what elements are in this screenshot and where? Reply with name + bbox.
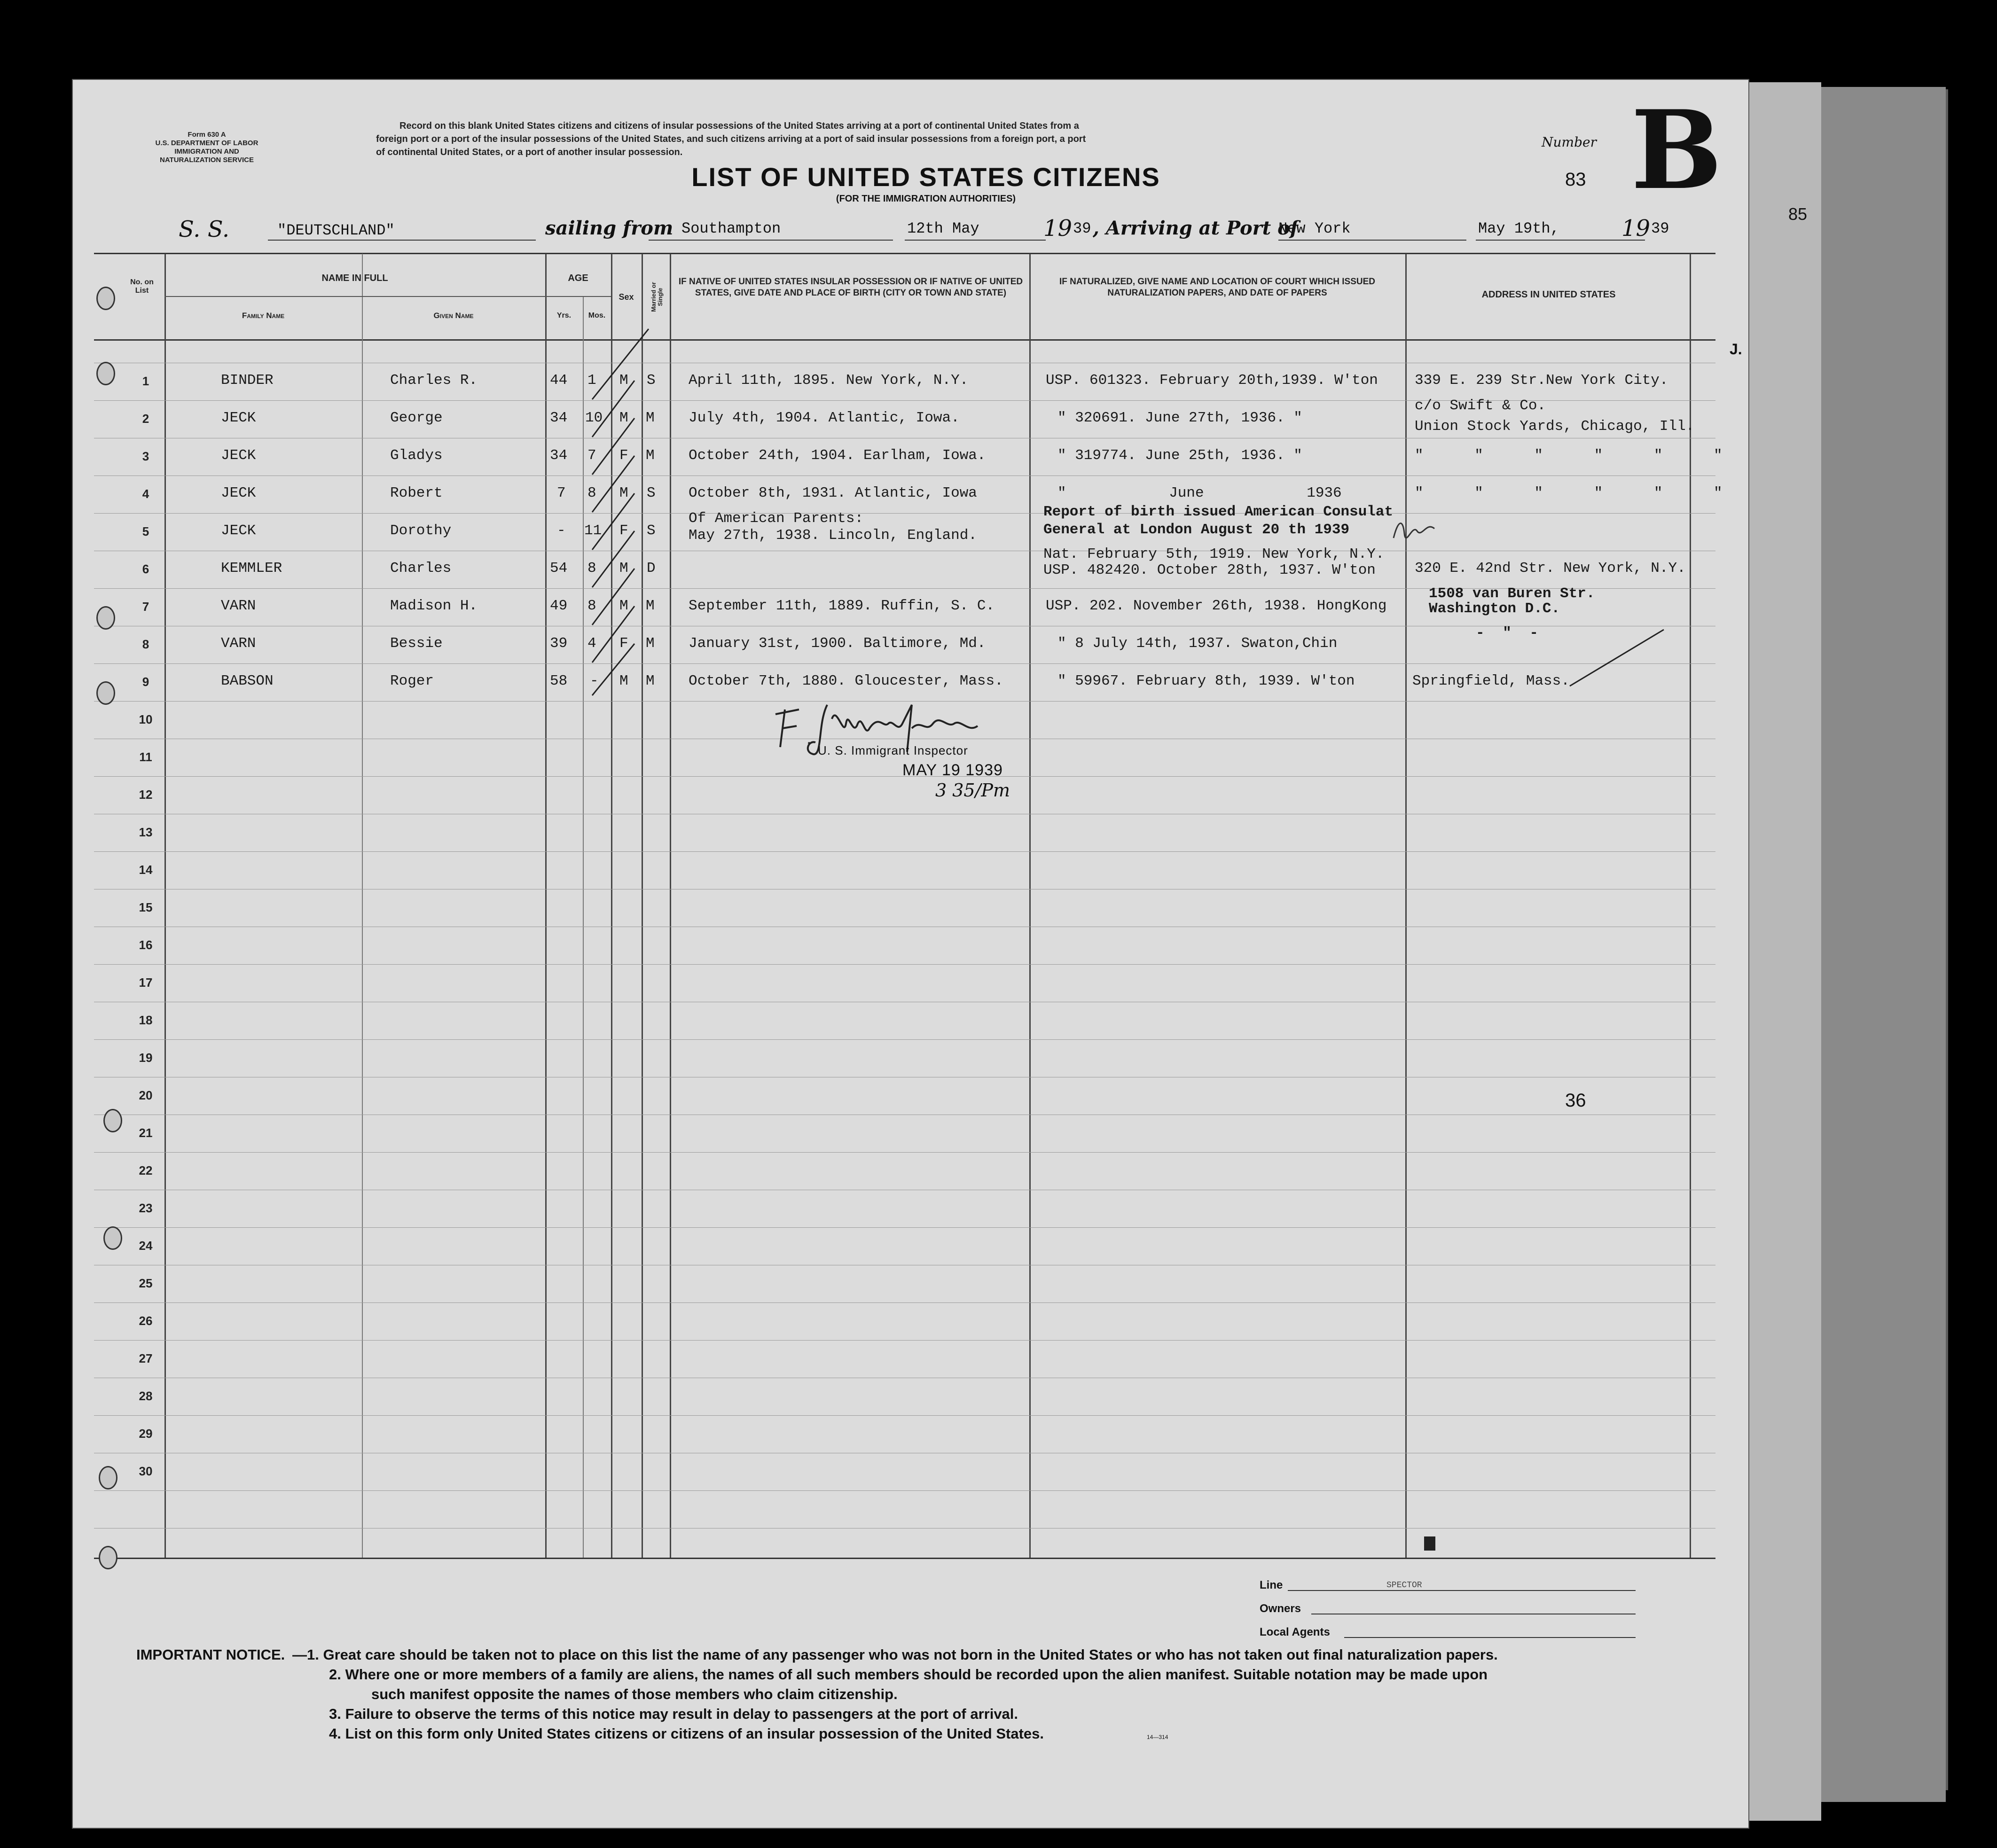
table-bottom-rule	[94, 1558, 1715, 1559]
name-age-subrule	[164, 296, 611, 297]
sail-year-prefix: 19	[1043, 215, 1073, 242]
marital-status: M	[646, 410, 655, 426]
from-port: Southampton	[681, 220, 781, 237]
row-number: 10	[139, 712, 153, 726]
sex: M	[619, 560, 628, 577]
row-number: 17	[139, 975, 153, 990]
given-name: Charles	[390, 560, 452, 577]
given-name: Robert	[390, 485, 443, 501]
given-name: Roger	[390, 673, 434, 689]
row-number: 3	[142, 449, 149, 463]
row-number: 13	[139, 825, 153, 839]
birth-info: July 4th, 1904. Atlantic, Iowa.	[689, 410, 960, 426]
us-address-line-2: Washington D.C.	[1429, 600, 1560, 617]
marital-status: M	[646, 598, 655, 614]
row-number: 7	[142, 600, 149, 614]
arrival-date: May 19th,	[1478, 220, 1559, 237]
manifest-page	[73, 80, 1748, 1828]
header-age: AGE	[568, 273, 588, 283]
row-number: 12	[139, 788, 153, 802]
age-months: 10	[585, 410, 603, 426]
age-years: 54	[550, 560, 568, 577]
header-no-on-list: No. on List	[130, 278, 154, 295]
ink-smudge	[1424, 1536, 1435, 1551]
address-strike-mark	[1565, 625, 1668, 691]
row-rule	[94, 1490, 1715, 1491]
naturalization-info: USP. 202. November 26th, 1938. HongKong	[1046, 598, 1387, 614]
us-address: c/o Swift & Co.	[1415, 398, 1546, 414]
given-name: Dorothy	[390, 522, 452, 539]
table-top-rule	[94, 253, 1715, 254]
arrival-year-prefix: 19	[1621, 215, 1651, 242]
age-years: 49	[550, 598, 568, 614]
row-number: 11	[139, 750, 152, 764]
ship-name: "DEUTSCHLAND"	[277, 222, 395, 239]
family-name: KEMMLER	[221, 560, 282, 577]
form-info	[136, 131, 277, 164]
age-months: -	[590, 673, 599, 689]
row-number: 9	[142, 675, 149, 689]
arrival-port-underline	[1278, 240, 1466, 241]
us-address: 1508 van Buren Str.	[1429, 585, 1595, 602]
header-naturalized: IF NATURALIZED, GIVE NAME AND LOCATION OF COURT WHICH ISSUED NATURALIZATION PAPERS, AND DATE OF PAPERS	[1059, 277, 1375, 298]
family-name: JECK	[221, 447, 256, 464]
row-rule	[94, 964, 1715, 965]
family-name: JECK	[221, 485, 256, 501]
given-name: Madison H.	[390, 598, 478, 614]
row-rule	[94, 1227, 1715, 1228]
row-number: 23	[139, 1201, 153, 1215]
header-address: ADDRESS IN UNITED STATES	[1481, 289, 1616, 300]
naturalization-info: " 8 July 14th, 1937. Swaton,Chin	[1057, 635, 1338, 652]
instructions-line-1: Record on this blank United States citizens and citizens of insular possessions of the United States arriving at a port of continental United States from a	[399, 121, 1079, 131]
header-yrs: Yrs.	[556, 312, 572, 320]
us-address: - " -	[1476, 625, 1539, 641]
age-months: 7	[587, 447, 596, 464]
sex: F	[619, 635, 628, 652]
sail-year: 39	[1073, 220, 1091, 237]
row-number: 16	[139, 938, 153, 952]
naturalization-info-line-2: General at London August 20 th 1939	[1043, 522, 1350, 538]
row-rule	[94, 513, 1715, 514]
sex: M	[619, 598, 628, 614]
row-number: 26	[139, 1314, 153, 1328]
birth-info: Of American Parents:	[689, 510, 864, 527]
line-underline	[1288, 1590, 1636, 1591]
age-years: 34	[550, 447, 568, 464]
ss-label: S. S.	[179, 216, 230, 242]
number-letter: B	[1631, 87, 1723, 214]
naturalization-info: USP. 601323. February 20th,1939. W'ton	[1046, 372, 1378, 389]
col-rule-nat	[1405, 254, 1407, 1558]
instructions-line-2: foreign port or a port of the insular possessions of the United States, and such citizens arriving at a port of said insular possessions from a foreign port, a port	[376, 134, 1086, 144]
row-rule	[94, 1302, 1715, 1303]
handwritten-mark-hamburg	[1391, 515, 1438, 543]
inspector-time-note: 3 35/Pm	[935, 780, 1010, 801]
col-rule-given	[545, 254, 547, 1558]
us-address: 339 E. 239 Str.New York City.	[1415, 372, 1668, 389]
row-rule	[94, 1415, 1715, 1416]
age-years: -	[557, 522, 566, 539]
row-rule	[94, 1039, 1715, 1040]
family-name: VARN	[221, 635, 256, 652]
punch-hole	[96, 287, 115, 310]
side-page-number: 85	[1788, 204, 1808, 224]
row-number: 20	[139, 1088, 153, 1102]
naturalization-info: Nat. February 5th, 1919. New York, N.Y.	[1043, 546, 1385, 562]
arrival-date-underline	[1476, 240, 1645, 241]
punch-hole	[99, 1466, 117, 1489]
age-months: 8	[587, 485, 596, 501]
given-name: George	[390, 410, 443, 426]
marital-status: M	[646, 673, 655, 689]
page-number: 83	[1565, 169, 1586, 190]
sex: M	[619, 372, 628, 389]
print-code: 14—314	[1147, 1734, 1168, 1740]
age-years: 34	[550, 410, 568, 426]
row-number: 29	[139, 1427, 153, 1441]
birth-info: October 7th, 1880. Gloucester, Mass.	[689, 673, 1003, 689]
header-name-in-full: NAME IN FULL	[321, 273, 388, 283]
marital-status: M	[646, 635, 655, 652]
age-years: 44	[550, 372, 568, 389]
age-months: 8	[587, 560, 596, 577]
col-rule-family	[362, 254, 363, 1558]
punch-hole	[99, 1546, 117, 1569]
naturalization-info: " 59967. February 8th, 1939. W'ton	[1057, 673, 1355, 689]
us-address-line-2: Union Stock Yards, Chicago, Ill.	[1415, 418, 1695, 435]
row-number: 21	[139, 1126, 153, 1140]
row-number: 8	[142, 637, 149, 651]
arrival-year: 39	[1651, 220, 1669, 237]
naturalization-info-line-2: USP. 482420. October 28th, 1937. W'ton	[1043, 562, 1376, 578]
form-title: LIST OF UNITED STATES CITIZENS	[691, 162, 1160, 192]
us-address: Springfield, Mass.	[1412, 673, 1570, 689]
row-rule	[94, 1152, 1715, 1153]
notice-heading: IMPORTANT NOTICE.	[136, 1646, 285, 1663]
department: U.S. DEPARTMENT OF LABOR	[155, 139, 258, 147]
row-number: 6	[142, 562, 149, 576]
birth-info: April 11th, 1895. New York, N.Y.	[689, 372, 969, 389]
service-line-2: NATURALIZATION SERVICE	[159, 156, 254, 164]
birth-info-line-2: May 27th, 1938. Lincoln, England.	[689, 527, 977, 544]
inspector-title: U. S. Immigrant Inspector	[818, 743, 968, 757]
punch-hole	[103, 1226, 122, 1250]
header-sex: Sex	[619, 292, 634, 302]
family-name: BINDER	[221, 372, 274, 389]
us-address: " " " " " "	[1415, 447, 1723, 464]
row-number: 14	[139, 863, 153, 877]
check-strokes	[583, 320, 672, 705]
row-number: 30	[139, 1464, 153, 1478]
row-number: 15	[139, 900, 153, 914]
marital-status: S	[647, 372, 656, 389]
punch-hole	[103, 1109, 122, 1132]
sex: M	[619, 410, 628, 426]
agents-underline	[1344, 1637, 1636, 1638]
notice-item-4: 4. List on this form only United States citizens or citizens of an insular possession of the United States.	[329, 1725, 1044, 1742]
naturalization-info: " June 1936	[1057, 485, 1342, 501]
age-months: 11	[584, 522, 602, 539]
margin-mark-j: J.	[1730, 341, 1742, 358]
form-subtitle: (FOR THE IMMIGRATION AUTHORITIES)	[836, 194, 1016, 204]
header-birth: IF NATIVE OF UNITED STATES INSULAR POSSESSION OR IF NATIVE OF UNITED STATES, GIVE DATE AND PLACE OF BIRTH (CITY OR TOWN AND STATE)	[678, 277, 1023, 298]
family-name: VARN	[221, 598, 256, 614]
arrival-port: New York	[1278, 220, 1351, 237]
birth-info: October 24th, 1904. Earlham, Iowa.	[689, 447, 986, 464]
age-years: 7	[557, 485, 566, 501]
service-line-1: IMMIGRATION AND	[174, 148, 239, 156]
notice-item-3: 3. Failure to observe the terms of this notice may result in delay to passengers at the port of arrival.	[329, 1706, 1018, 1722]
age-months: 8	[587, 598, 596, 614]
bottom-page-mark: 36	[1565, 1090, 1586, 1111]
sex: M	[619, 673, 628, 689]
line-label: Line	[1260, 1579, 1283, 1591]
form-number: Form 630 A	[188, 131, 226, 139]
us-address: 320 E. 42nd Str. New York, N.Y.	[1415, 560, 1686, 577]
age-months: 4	[587, 635, 596, 652]
row-number: 25	[139, 1276, 153, 1290]
sail-date: 12th May	[907, 220, 979, 237]
punch-hole	[96, 681, 115, 705]
family-name: JECK	[221, 410, 256, 426]
given-name: Gladys	[390, 447, 443, 464]
sex: M	[619, 485, 628, 501]
arriving-label: , Arriving at Port of	[1093, 217, 1299, 239]
sex: F	[619, 522, 628, 539]
row-number: 4	[142, 487, 149, 501]
header-given-name: Given Name	[433, 311, 474, 320]
age-years: 58	[550, 673, 568, 689]
number-label: Number	[1542, 134, 1597, 150]
from-underline	[649, 240, 893, 241]
header-family-name: Family Name	[242, 311, 285, 320]
inspector-stamp-date: MAY 19 1939	[902, 761, 1003, 779]
marital-status: S	[647, 522, 656, 539]
table-header-rule	[94, 339, 1715, 341]
punch-hole	[96, 606, 115, 630]
naturalization-info: Report of birth issued American Consulat	[1043, 504, 1394, 520]
marital-status: S	[647, 485, 656, 501]
family-name: JECK	[221, 522, 256, 539]
naturalization-info: " 319774. June 25th, 1936. "	[1057, 447, 1302, 464]
sex: F	[619, 447, 628, 464]
line-value: SPECTOR	[1386, 1581, 1422, 1590]
marital-status: M	[646, 447, 655, 464]
owners-label: Owners	[1260, 1602, 1301, 1615]
notice-item-2: 2. Where one or more members of a family are aliens, the names of all such members should be recorded upon the alien manifest. Suitable notation may be made upon	[329, 1666, 1488, 1683]
row-rule	[94, 851, 1715, 852]
row-number: 18	[139, 1013, 153, 1027]
instructions	[376, 119, 1086, 159]
agents-label: Local Agents	[1260, 1626, 1330, 1638]
row-number: 24	[139, 1239, 153, 1253]
sail-date-underline	[905, 240, 1046, 241]
notice-item-2-continued: such manifest opposite the names of those members who claim citizenship.	[371, 1686, 898, 1702]
instructions-line-3: of continental United States, or a port of another insular possession.	[376, 147, 683, 157]
age-months: 1	[587, 372, 596, 389]
punch-hole	[96, 362, 115, 385]
naturalization-info: " 320691. June 27th, 1936. "	[1057, 410, 1302, 426]
notice-item-1: —1. Great care should be taken not to place on this list the name of any passenger who was not born in the United States or who has not taken out final naturalization papers.	[292, 1646, 1498, 1663]
underlying-page-1	[1748, 82, 1821, 1821]
row-number: 28	[139, 1389, 153, 1403]
birth-info: September 11th, 1889. Ruffin, S. C.	[689, 598, 995, 614]
birth-info: January 31st, 1900. Baltimore, Md.	[689, 635, 986, 652]
age-years: 39	[550, 635, 568, 652]
family-name: BABSON	[221, 673, 274, 689]
marital-status: D	[647, 560, 656, 577]
row-rule	[94, 1340, 1715, 1341]
us-address: " " " " " "	[1415, 485, 1723, 501]
row-number: 5	[142, 524, 149, 538]
header-mos: Mos.	[588, 312, 606, 320]
row-number: 22	[139, 1163, 153, 1177]
given-name: Bessie	[390, 635, 443, 652]
birth-info: October 8th, 1931. Atlantic, Iowa	[689, 485, 977, 501]
row-number: 2	[142, 412, 149, 426]
row-number: 27	[139, 1351, 153, 1365]
sailing-label: sailing from	[545, 217, 673, 239]
row-number: 19	[139, 1051, 153, 1065]
given-name: Charles R.	[390, 372, 478, 389]
header-married-single: Married or Single	[650, 282, 664, 312]
row-rule	[94, 663, 1715, 664]
col-rule-birth	[1029, 254, 1031, 1558]
ship-underline	[268, 240, 536, 241]
row-number: 1	[142, 374, 149, 388]
